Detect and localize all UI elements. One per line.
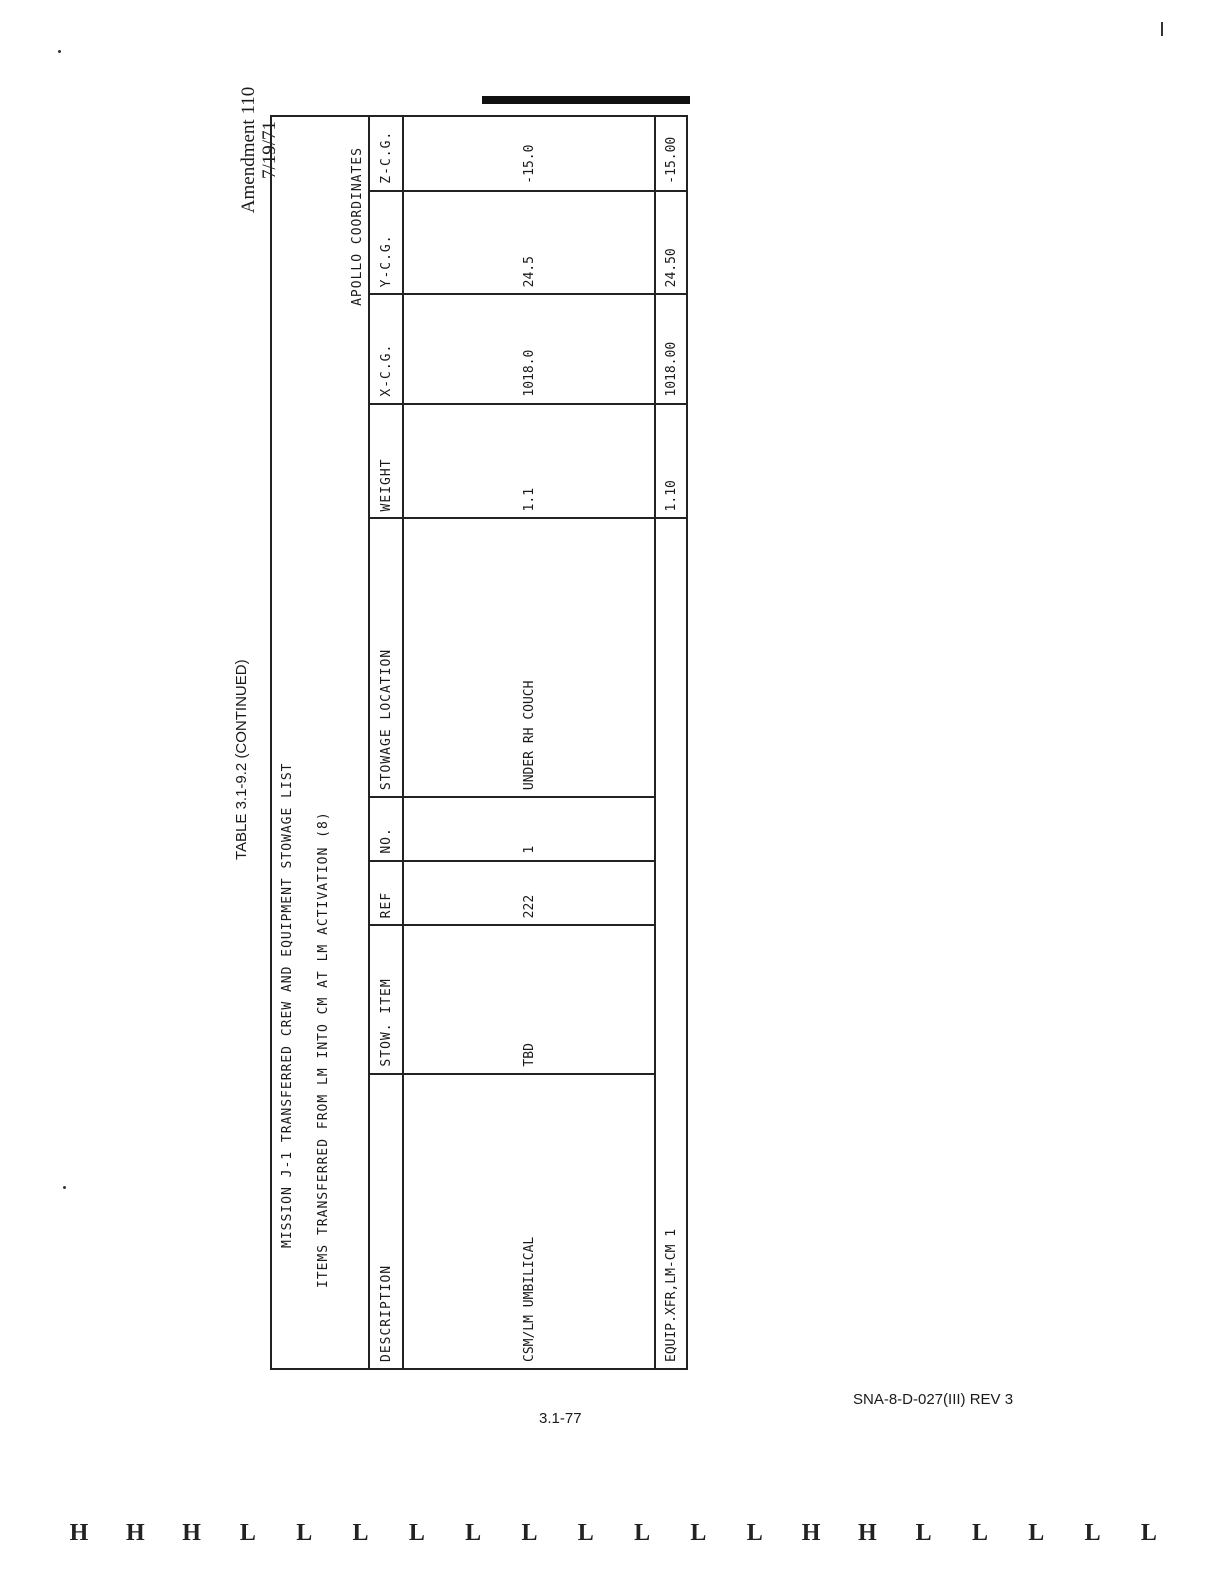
footer-mark: L bbox=[1028, 1520, 1045, 1546]
col-y-cg: Y-C.G. bbox=[369, 191, 403, 295]
total-row bbox=[655, 116, 687, 1369]
col-no: NO. bbox=[369, 797, 403, 861]
cell-description: CSM/LM UMBILICAL bbox=[403, 1074, 655, 1369]
footer-mark: L bbox=[1140, 1520, 1157, 1546]
footer-mark: L bbox=[634, 1520, 651, 1546]
header-row bbox=[369, 116, 403, 1369]
table-row bbox=[403, 116, 655, 1369]
footer-mark: L bbox=[690, 1520, 707, 1546]
col-description: DESCRIPTION bbox=[369, 1074, 403, 1369]
footer-mark: L bbox=[352, 1520, 369, 1546]
footer-mark: H bbox=[858, 1520, 877, 1546]
scan-speck bbox=[58, 50, 61, 53]
table-title-block bbox=[270, 115, 368, 1370]
amendment-number: Amendment 110 bbox=[238, 86, 259, 214]
cell-total-y-cg: 24.50 bbox=[655, 191, 687, 295]
data-table bbox=[368, 115, 688, 1370]
col-x-cg: X-C.G. bbox=[369, 294, 403, 403]
col-stowage-location: STOWAGE LOCATION bbox=[369, 518, 403, 797]
cell-total-x-cg: 1018.00 bbox=[655, 294, 687, 403]
col-weight: WEIGHT bbox=[369, 404, 403, 519]
footer-mark: L bbox=[1084, 1520, 1101, 1546]
footer-mark: L bbox=[577, 1520, 594, 1546]
footer-mark: H bbox=[182, 1520, 201, 1546]
cell-stowage-location: UNDER RH COUCH bbox=[403, 518, 655, 797]
page-number: 3.1-77 bbox=[539, 1410, 582, 1427]
footer-mark: H bbox=[125, 1520, 145, 1546]
cell-weight: 1.1 bbox=[403, 404, 655, 519]
footer-marks bbox=[64, 1520, 1164, 1547]
amendment-date: 7/19/71 bbox=[259, 120, 280, 180]
cell-no: 1 bbox=[403, 797, 655, 861]
table-subtitle: ITEMS TRANSFERRED FROM LM INTO CM AT LM ACTIVATION (8) bbox=[316, 811, 331, 1288]
cell-x-cg: 1018.0 bbox=[403, 294, 655, 403]
footer-mark: L bbox=[296, 1520, 313, 1546]
footer-mark: L bbox=[915, 1520, 932, 1546]
footer-mark: H bbox=[69, 1520, 89, 1546]
cell-total-weight: 1.10 bbox=[655, 404, 687, 519]
redaction-bar bbox=[482, 96, 690, 104]
footer-mark: L bbox=[521, 1520, 538, 1546]
cell-y-cg: 24.5 bbox=[403, 191, 655, 295]
col-ref: REF bbox=[369, 861, 403, 926]
footer-mark: L bbox=[408, 1520, 425, 1546]
scan-mark bbox=[1161, 22, 1163, 36]
footer-mark: L bbox=[239, 1520, 256, 1546]
col-z-cg: Z-C.G. bbox=[369, 116, 403, 191]
footer-mark: L bbox=[971, 1520, 988, 1546]
cell-total-label: EQUIP.XFR,LM-CM 1 bbox=[655, 518, 687, 1369]
footer-mark: L bbox=[465, 1520, 482, 1546]
footer-mark: H bbox=[801, 1520, 821, 1546]
footer-mark: L bbox=[746, 1520, 763, 1546]
document-id: SNA-8-D-027(III) REV 3 bbox=[853, 1391, 1014, 1408]
table-title: MISSION J-1 TRANSFERRED CREW AND EQUIPMENT STOWAGE LIST bbox=[280, 762, 295, 1248]
cell-ref: 222 bbox=[403, 861, 655, 926]
cell-stow-item: TBD bbox=[403, 925, 655, 1073]
coordinates-label: APOLLO COORDINATES bbox=[350, 147, 365, 306]
scan-speck bbox=[63, 1186, 66, 1189]
cell-z-cg: -15.0 bbox=[403, 116, 655, 191]
cell-total-z-cg: -15.00 bbox=[655, 116, 687, 191]
table-caption: TABLE 3.1-9.2 (CONTINUED) bbox=[233, 659, 250, 860]
col-stow-item: STOW. ITEM bbox=[369, 925, 403, 1073]
stowage-table bbox=[270, 115, 690, 1370]
